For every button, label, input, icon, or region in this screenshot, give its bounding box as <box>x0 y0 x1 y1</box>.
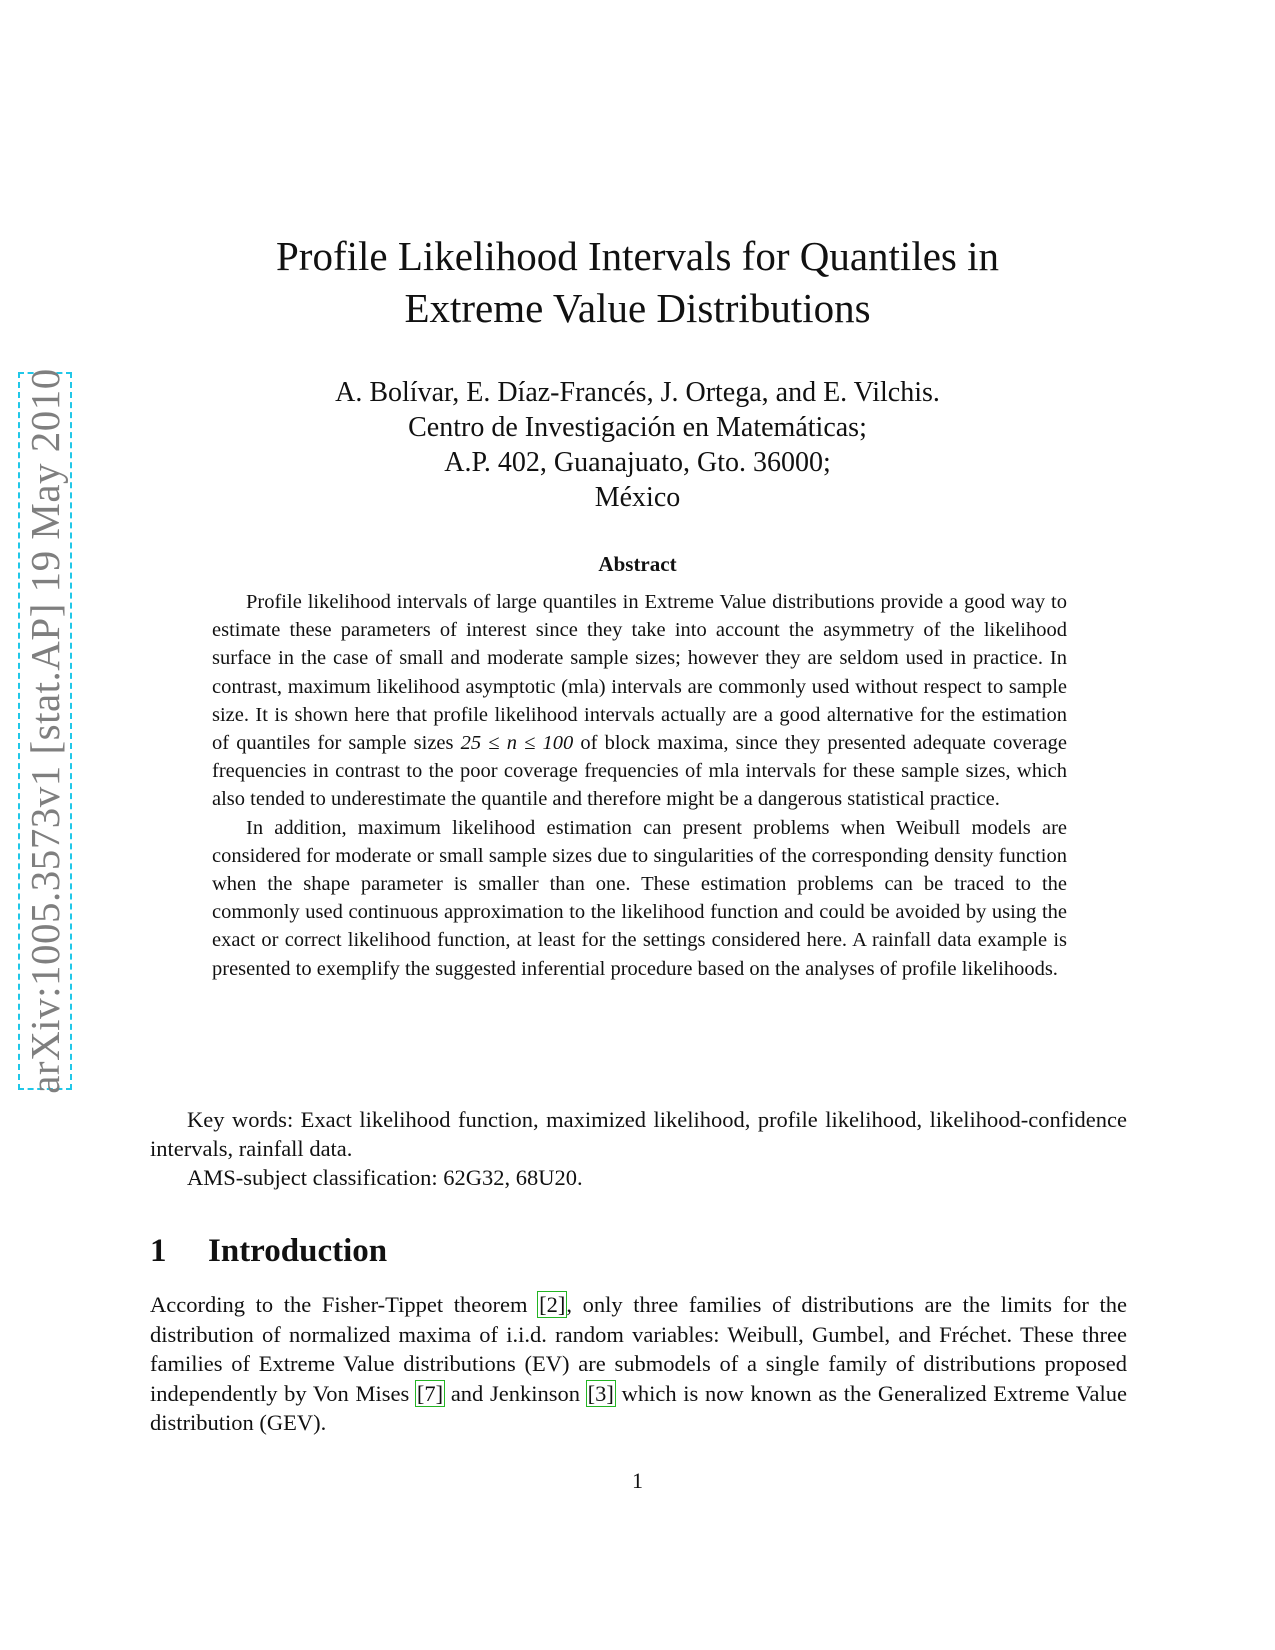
intro-text-1: According to the Fisher-Tippet theorem <box>150 1292 539 1317</box>
citation-link-7[interactable]: [7] <box>416 1380 444 1406</box>
author-country: México <box>594 482 681 513</box>
page-number: 1 <box>632 1468 643 1493</box>
section-title: Introduction <box>208 1233 388 1269</box>
abstract-paragraph-2: In addition, maximum likelihood estimation can present problems when Weibull models are considered for moderate or small sample sizes due to singularities of the corresponding density function when the shape parameter is smaller than one. These estimation problems can be traced to the commonly used continuous approximation to the likelihood function and could be avoided by using the exact or correct likelihood function, at least for the settings considered here. A rainfall data example is presented to exemplify the suggested inferential procedure based on the analyses of profile likelihoods. <box>212 816 1067 980</box>
paper-title <box>150 230 1125 334</box>
introduction-body <box>150 1290 1127 1438</box>
intro-text-3: and Jenkinson <box>444 1380 587 1406</box>
section-number: 1 <box>150 1233 167 1269</box>
keywords-block <box>150 1105 1127 1192</box>
title-line-2: Extreme Value Distributions <box>404 285 871 331</box>
ams-classification: AMS-subject classification: 62G32, 68U20. <box>187 1165 583 1190</box>
arxiv-stamp <box>18 368 72 1094</box>
title-line-1: Profile Likelihood Intervals for Quantiles in <box>275 233 1000 279</box>
author-institution: Centro de Investigación en Matemáticas; <box>408 412 867 443</box>
abstract-heading: Abstract <box>598 552 677 576</box>
abstract-body <box>212 588 1067 983</box>
intro-paragraph <box>150 1290 1127 1438</box>
abstract-p1-math: 25 ≤ n ≤ 100 <box>460 732 574 755</box>
abstract-p1-text-a: Profile likelihood intervals of large quantiles in Extreme Value distributions provide a good way to estimate these parameters of interest since they take into account the asymmetry of the likelihood surface in the case of small and moderate sample sizes; however they are seldom used in practice. In contrast, maximum likelihood asymptotic (mla) intervals are commonly used without respect to sample size. It is shown here that profile likelihood intervals actually are a good alternative for the estimation of quantiles for sample sizes <box>212 591 1067 755</box>
intro-text-4: which is now known as the Generalized Extreme Value distribution (GEV). <box>150 1380 1127 1436</box>
author-names: A. Bolívar, E. Díaz-Francés, J. Ortega, and E. Vilchis. <box>335 377 940 408</box>
intro-text-2: , only three families of distributions are the limits for the distribution of normalized maxima of i.i.d. random variables: Weibull, Gumbel, and Fréchet. These three families of Extreme Value distributions (EV) are submodels of a single family of distributions proposed independently by Von Mises <box>150 1292 1127 1406</box>
section-heading-introduction <box>150 1233 387 1270</box>
abstract-paragraph-1 <box>212 588 1067 814</box>
keywords-text: Key words: Exact likelihood function, maximized likelihood, profile likelihood, likelihood-confidence intervals, rainfall data. <box>150 1107 1127 1161</box>
citation-link-2[interactable]: [2] <box>539 1292 566 1317</box>
citation-link-3[interactable]: [3] <box>587 1380 614 1406</box>
arxiv-identifier: arXiv:1005.3573v1 [stat.AP] 19 May 2010 <box>22 368 68 1094</box>
abstract-p1-text-b: of block maxima, since they presented adequate coverage frequencies in contrast to the poor coverage frequencies of mla intervals for these sample sizes, which also tended to underestimate the quantile and therefore might be a dangerous statistical practice. <box>212 732 1067 811</box>
author-address: A.P. 402, Guanajuato, Gto. 36000; <box>444 447 831 478</box>
author-block <box>150 375 1125 515</box>
